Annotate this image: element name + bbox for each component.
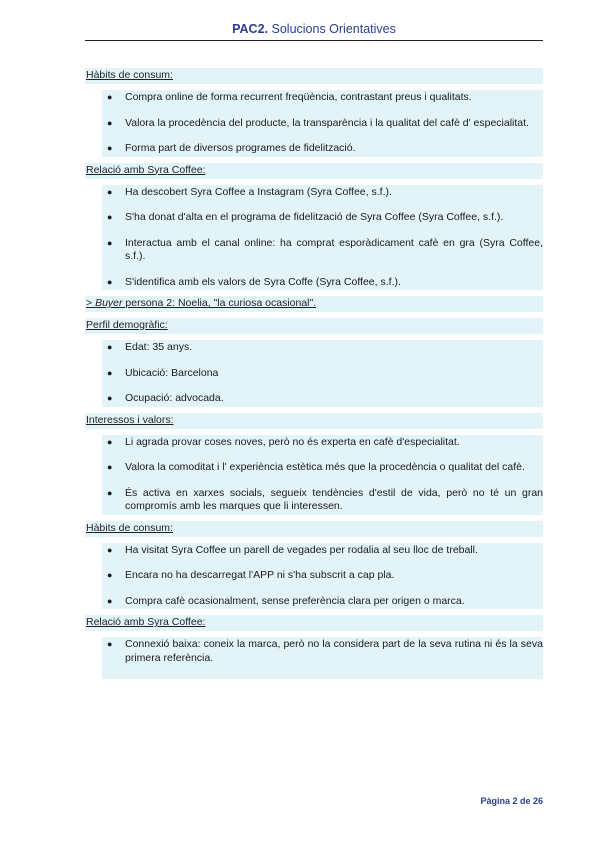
bullet-icon: ● [107, 487, 113, 498]
bullet-list [102, 90, 543, 157]
bullet-icon: ● [107, 212, 113, 222]
section-heading-relacio: Relació amb Syra Coffee: [85, 163, 543, 179]
doc-title: Solucions Orientatives [271, 22, 396, 36]
list-item: ● Ubicació: Barcelona [107, 366, 219, 379]
list-item: ● Li agrada provar coses noves, però no és experta en cafè d'especialitat. [107, 435, 460, 448]
bullet-icon: ● [107, 367, 113, 378]
page-content [85, 68, 543, 679]
bullet-icon: ● [107, 595, 113, 606]
list-item: ● Edat: 35 anys. [107, 341, 193, 353]
section-heading-relacio-2: Relació amb Syra Coffee: [85, 615, 543, 631]
list-item: ● Forma part de diversos programes de fidelització. [107, 142, 356, 154]
list-item: ● Compra cafè ocasionalment, sense preferència clara per origen o marca. [107, 594, 465, 607]
bullet-icon: ● [107, 639, 113, 649]
list-item: ● Interactua amb el canal online: ha comprat esporàdicament cafè en gra (Syra Coffee, s.f.). [107, 236, 543, 262]
bullet-list [102, 543, 543, 610]
bullet-icon: ● [107, 462, 113, 472]
bullet-list [102, 185, 543, 291]
list-item: ● Encara no ha descarregat l'APP ni s'ha subscrit a cap pla. [107, 569, 395, 581]
bullet-icon: ● [107, 436, 113, 447]
bullet-icon: ● [107, 393, 113, 403]
bullet-icon: ● [107, 143, 113, 153]
list-item: ● Valora la comoditat i l' experiència estètica més que la procedència o qualitat del cafè. [107, 461, 525, 473]
bullet-icon: ● [107, 342, 113, 352]
bullet-icon: ● [107, 237, 113, 248]
list-item: ● Compra online de forma recurrent freqüència, contrastant preus i qualitats. [107, 91, 472, 103]
list-item: ● Connexió baixa: coneix la marca, però no la considera part de la seva rutina ni és la seva primera referència. [107, 638, 543, 664]
list-item: ● És activa en xarxes socials, segueix tendències d'estil de vida, però no té un gran compromís amb les marques que li interessen. [107, 486, 543, 512]
section-heading-habits: Hàbits de consum: [85, 68, 543, 84]
list-item: ● S'identifica amb els valors de Syra Coffe (Syra Coffee, s.f.). [107, 275, 401, 288]
bullet-icon: ● [107, 276, 113, 287]
list-item: ● Ha visitat Syra Coffee un parell de vegades per rodalia al seu lloc de treball. [107, 543, 478, 556]
bullet-icon: ● [107, 186, 113, 197]
list-item: ● Valora la procedència del producte, la transparència i la qualitat del cafè d' especialitat. [107, 116, 529, 129]
list-item: ● S'ha donat d'alta en el programa de fidelització de Syra Coffee (Syra Coffee, s.f.). [107, 211, 504, 223]
persona-heading: > Buyer persona 2: Noelia, "la curiosa ocasional". [85, 296, 543, 312]
section-heading-perfil: Perfil demogràfic: [85, 318, 543, 334]
bullet-list [102, 637, 543, 679]
section-heading-habits-2: Hàbits de consum: [85, 521, 543, 537]
page-number: Pàgina 2 de 26 [480, 796, 543, 806]
header-divider [85, 40, 543, 41]
list-item: ● Ha descobert Syra Coffee a Instagram (Syra Coffee, s.f.). [107, 185, 392, 198]
bullet-list [102, 340, 543, 407]
page-header [85, 22, 543, 36]
bullet-icon: ● [107, 570, 113, 580]
bullet-icon: ● [107, 544, 113, 555]
list-item: ● Ocupació: advocada. [107, 392, 224, 404]
bullet-icon: ● [107, 92, 113, 102]
doc-code: PAC2. [232, 22, 269, 36]
bullet-list [102, 435, 543, 515]
bullet-icon: ● [107, 117, 113, 128]
section-heading-interessos: Interessos i valors: [85, 413, 543, 429]
